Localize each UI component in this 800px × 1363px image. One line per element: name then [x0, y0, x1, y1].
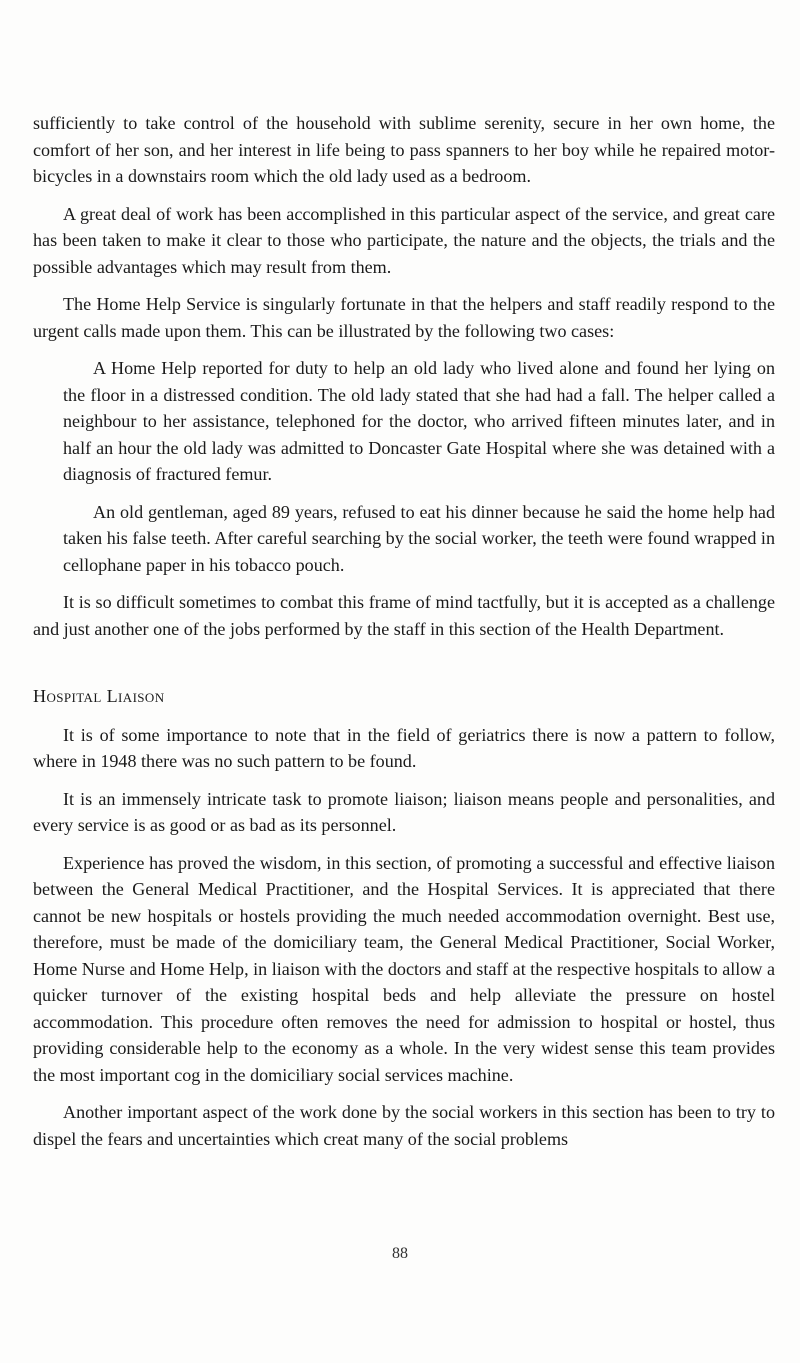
case-paragraph: A Home Help reported for duty to help an old lady who lived alone and found her lying on the floor in a distressed condition. The old lady stated that she had had a fall. The helper called a neighbour to her assistance, telephoned for the doctor, who arrived fifteen minutes later, and in half an hour the old lady was admitted to Doncaster Gate Hospital where she was detained with a diagnosis of fractured femur.: [63, 358, 775, 484]
paragraph: The Home Help Service is singularly fortunate in that the helpers and staff readily respond to the urgent calls made upon them. This can be illustrated by the following two cases:: [33, 294, 775, 341]
paragraph: sufficiently to take control of the household with sublime serenity, secure in her own home, the comfort of her son, and her interest in life being to pass spanners to her boy while he repaired motor-bicycles in a downstairs room which the old lady used as a bedroom.: [33, 113, 775, 186]
paragraph: It is an immensely intricate task to promote liaison; liaison means people and personalities, and every service is as good or as bad as its personnel.: [33, 788, 775, 835]
body-text: [33, 110, 775, 1163]
section-heading: Hospital Liaison: [33, 686, 165, 706]
paragraph: Experience has proved the wisdom, in this section, of promoting a successful and effective liaison between the General Medical Practitioner, and the Hospital Services. It is appreciated that there cannot be new hospitals or hostels providing the much needed accommodation overnight. Best use, therefore, must be made of the domiciliary team, the General Medical Practitioner, Social Worker, Home Nurse and Home Help, in liaison with the doctors and staff at the respective hospitals to allow a quicker turnover of the existing hospital beds and help alleviate the pressure on hostel accommodation. This procedure often removes the need for admission to hospital or hostel, thus providing considerable help to the economy as a whole. In the very widest sense this team provides the most important cog in the domiciliary social services machine.: [33, 852, 775, 1085]
paragraph: It is so difficult sometimes to combat this frame of mind tactfully, but it is accepted as a challenge and just another one of the jobs performed by the staff in this section of the Health Department.: [33, 592, 775, 639]
paragraph: A great deal of work has been accomplished in this particular aspect of the service, and great care has been taken to make it clear to those who participate, the nature and the objects, the trials and the possible advantages which may result from them.: [33, 203, 775, 277]
paragraph: It is of some importance to note that in the field of geriatrics there is now a pattern to follow, where in 1948 there was no such pattern to be found.: [33, 724, 775, 771]
paragraph: Another important aspect of the work done by the social workers in this section has been to try to dispel the fears and uncertainties which creat many of the social problems: [33, 1102, 775, 1149]
case-paragraph: An old gentleman, aged 89 years, refused to eat his dinner because he said the home help had taken his false teeth. After careful searching by the social worker, the teeth were found wrapped in cellophane paper in his tobacco pouch.: [63, 501, 775, 575]
page-number: 88: [392, 1245, 408, 1262]
